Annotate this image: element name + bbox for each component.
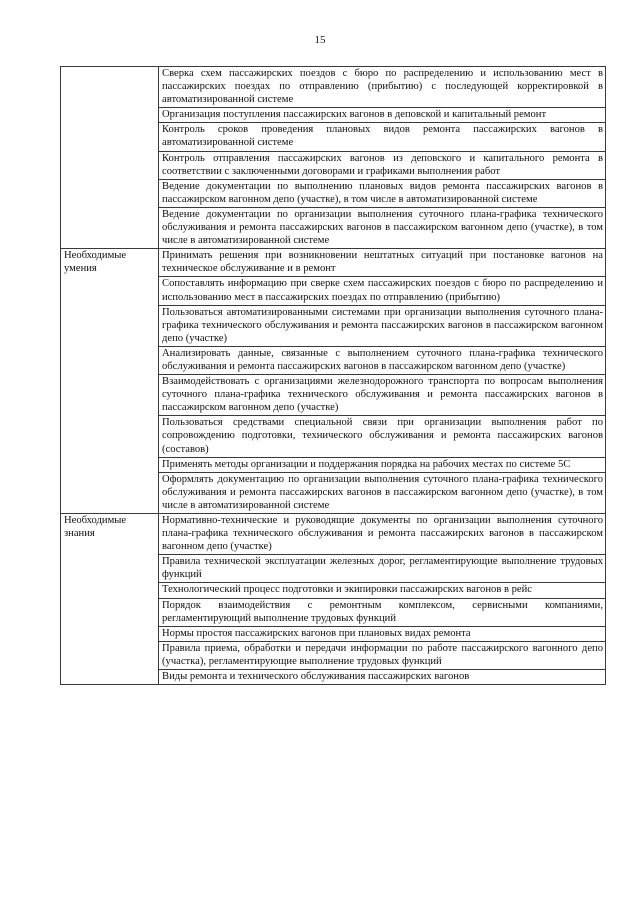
requirement-item: Анализировать данные, связанные с выполнением суточного плана-графика технического обслуживания и ремонта пассажирских вагонов в пассажирском вагонном депо (участке)	[159, 346, 606, 374]
requirement-item: Технологический процесс подготовки и экипировки пассажирских вагонов в рейс	[159, 583, 606, 598]
requirement-item: Нормативно-технические и руководящие документы по организации выполнения суточного плана-графика технического обслуживания и ремонта пассажирских вагонов в пассажирском вагонном депо (участке)	[159, 514, 606, 555]
requirement-item: Взаимодействовать с организациями железнодорожного транспорта по вопросам выполнения суточного плана-графика технического обслуживания и ремонта пассажирских вагонов в пассажирском вагонном депо (участке)	[159, 375, 606, 416]
requirement-item: Сопоставлять информацию при сверке схем пассажирских поездов с бюро по распределению и использованию мест в пассажирских поездах по отправлению (прибытию)	[159, 277, 606, 305]
requirement-item: Контроль сроков проведения плановых видов ремонта пассажирских вагонов в автоматизированной системе	[159, 123, 606, 151]
requirements-table-body	[61, 67, 606, 685]
section-label: Необходимые умения	[61, 249, 159, 514]
requirement-item: Ведение документации по выполнению плановых видов ремонта пассажирских вагонов в пассажирском вагонном депо (участке), в том числе в автоматизированной системе	[159, 179, 606, 207]
requirement-item: Принимать решения при возникновении нештатных ситуаций при постановке вагонов на техническое обслуживание и в ремонт	[159, 249, 606, 277]
requirement-item: Оформлять документацию по организации выполнения суточного плана-графика технического обслуживания и ремонта пассажирских вагонов в пассажирском вагонном депо (участке), в том числе в автоматизированной системе	[159, 472, 606, 513]
requirement-item: Пользоваться средствами специальной связи при организации выполнения работ по сопровождению подготовки, технического обслуживания и ремонта пассажирских вагонов (составов)	[159, 416, 606, 457]
requirement-item: Применять методы организации и поддержания порядка на рабочих местах по системе 5С	[159, 457, 606, 472]
section-label	[61, 67, 159, 249]
section-label: Необходимые знания	[61, 514, 159, 685]
requirement-item: Организация поступления пассажирских вагонов в деповской и капитальный ремонт	[159, 108, 606, 123]
requirement-item: Сверка схем пассажирских поездов с бюро по распределению и использованию мест в пассажирских поездах по отправлению (прибытию) с последующей корректировкой в автоматизированной системе	[159, 67, 606, 108]
requirement-item: Правила технической эксплуатации железных дорог, регламентирующие выполнение трудовых функций	[159, 555, 606, 583]
requirements-table	[60, 66, 606, 685]
requirement-item: Ведение документации по организации выполнения суточного плана-графика технического обслуживания и ремонта пассажирских вагонов в пассажирском вагонном депо (участке), в том числе в автоматизированной системе	[159, 207, 606, 248]
table-row	[61, 514, 606, 555]
requirement-item: Контроль отправления пассажирских вагонов из деповского и капитального ремонта в соответствии с заключенными договорами и графиками выполнения работ	[159, 151, 606, 179]
requirement-item: Порядок взаимодействия с ремонтным комплексом, сервисными компаниями, регламентирующий выполнение трудовых функций	[159, 598, 606, 626]
requirement-item: Правила приема, обработки и передачи информации по работе пассажирского вагонного депо (участка), регламентирующие выполнение трудовых функций	[159, 641, 606, 669]
table-row	[61, 249, 606, 277]
requirement-item: Пользоваться автоматизированными системами при организации выполнения суточного плана-графика технического обслуживания и ремонта пассажирских вагонов в пассажирском вагонном депо (участке)	[159, 305, 606, 346]
requirement-item: Виды ремонта и технического обслуживания пассажирских вагонов	[159, 670, 606, 685]
table-row	[61, 67, 606, 108]
requirement-item: Нормы простоя пассажирских вагонов при плановых видах ремонта	[159, 626, 606, 641]
page-number: 15	[314, 34, 326, 46]
